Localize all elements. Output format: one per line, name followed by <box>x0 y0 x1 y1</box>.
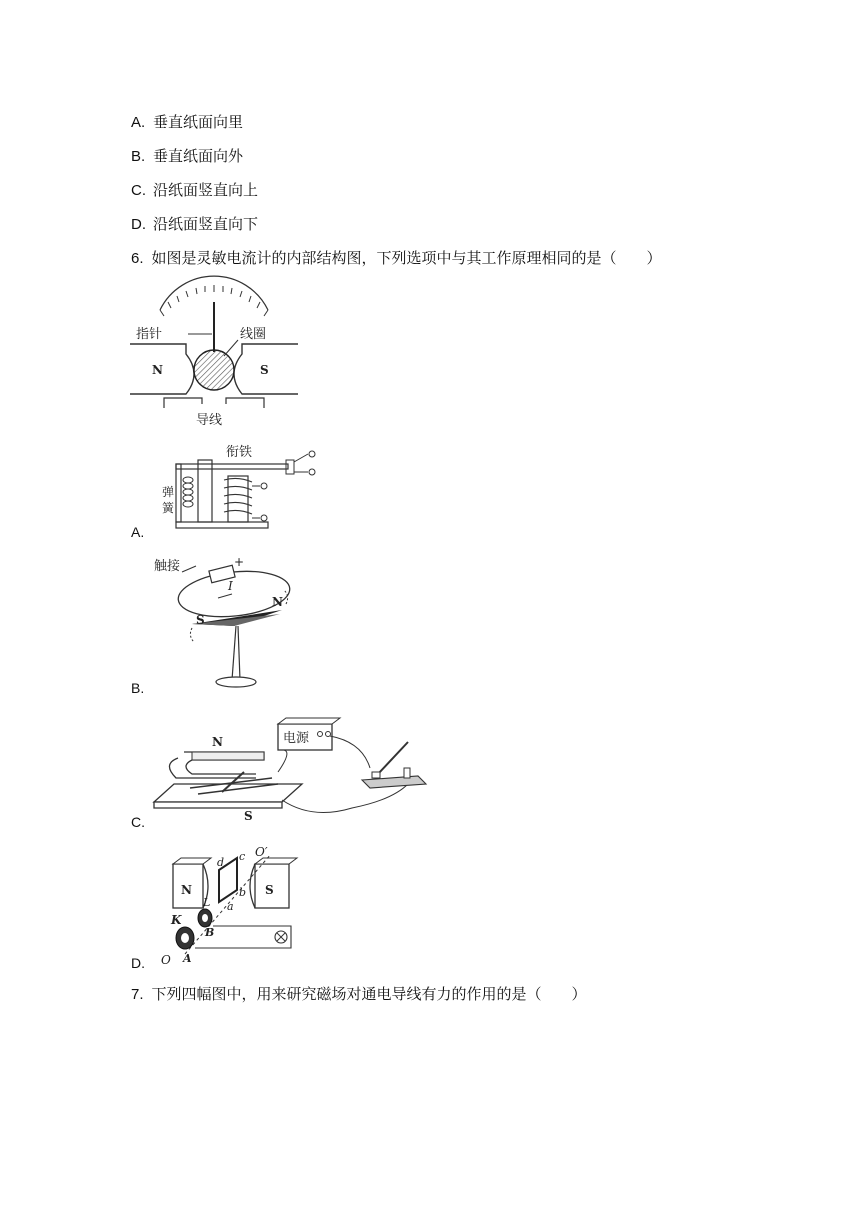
b-label: b <box>239 886 247 899</box>
q7-stem <box>131 984 587 1005</box>
galvanometer-figure <box>128 280 300 428</box>
question-text: 如图是灵敏电流计的内部结构图，下列选项中与其工作原理相同的是（ ） <box>151 249 662 267</box>
option-letter: A. <box>131 114 146 131</box>
option-letter: D. <box>131 216 146 233</box>
q5-option-a <box>131 112 243 133</box>
south-pole-label: S <box>260 363 269 377</box>
q5-option-d <box>131 214 258 235</box>
needle-s-label: S <box>196 613 205 627</box>
option-text: 垂直纸面向外 <box>153 147 244 165</box>
o-prime-label: O′ <box>255 845 268 859</box>
question-number: 7. <box>131 986 144 1003</box>
option-a-letter: A. <box>131 524 145 540</box>
plus-label: + <box>234 555 245 569</box>
q5-option-b <box>131 146 243 167</box>
option-b-letter: B. <box>131 680 145 696</box>
current-label: I <box>228 579 233 593</box>
question-number: 6. <box>131 250 144 267</box>
pointer-label: 指针 <box>136 327 163 342</box>
a-label: a <box>227 900 234 913</box>
option-c-letter: C. <box>131 814 145 830</box>
q6-stem <box>131 248 662 269</box>
wire-label: 导线 <box>196 413 223 428</box>
question-text: 下列四幅图中，用来研究磁场对通电导线有力的作用的是（ ） <box>151 985 587 1003</box>
contact-label: 触接 <box>154 559 181 574</box>
power-supply-label: 电源 <box>283 731 310 746</box>
gen-n-label: N <box>181 883 192 897</box>
option-b-needle-figure <box>152 552 302 692</box>
option-text: 沿纸面竖直向上 <box>153 181 259 199</box>
north-pole-label: N <box>152 363 163 377</box>
option-c-rails-figure <box>152 712 432 824</box>
option-a-relay-figure <box>160 440 322 532</box>
armature-label: 衔铁 <box>226 445 253 460</box>
magnet-s-label: S <box>244 809 253 823</box>
magnet-n-label: N <box>212 735 223 749</box>
gen-s-label: S <box>265 883 274 897</box>
option-letter: B. <box>131 148 146 165</box>
option-letter: C. <box>131 182 146 199</box>
spring-label-2: 簧 <box>162 501 175 515</box>
option-d-generator-figure <box>155 844 305 968</box>
spring-label-1: 弹 <box>162 485 175 499</box>
k-label: K <box>171 913 182 927</box>
option-d-letter: D. <box>131 955 145 971</box>
d-label: d <box>217 856 225 869</box>
brush-b-label: B <box>205 926 215 939</box>
option-text: 垂直纸面向里 <box>153 113 244 131</box>
brush-a-label: A <box>183 952 192 965</box>
option-text: 沿纸面竖直向下 <box>153 215 259 233</box>
needle-n-label: N <box>272 595 283 609</box>
coil-label: 线圈 <box>240 327 267 342</box>
l-label: L <box>203 896 211 909</box>
c-label: c <box>239 850 246 863</box>
o-label: O <box>161 953 171 967</box>
q5-option-c <box>131 180 258 201</box>
